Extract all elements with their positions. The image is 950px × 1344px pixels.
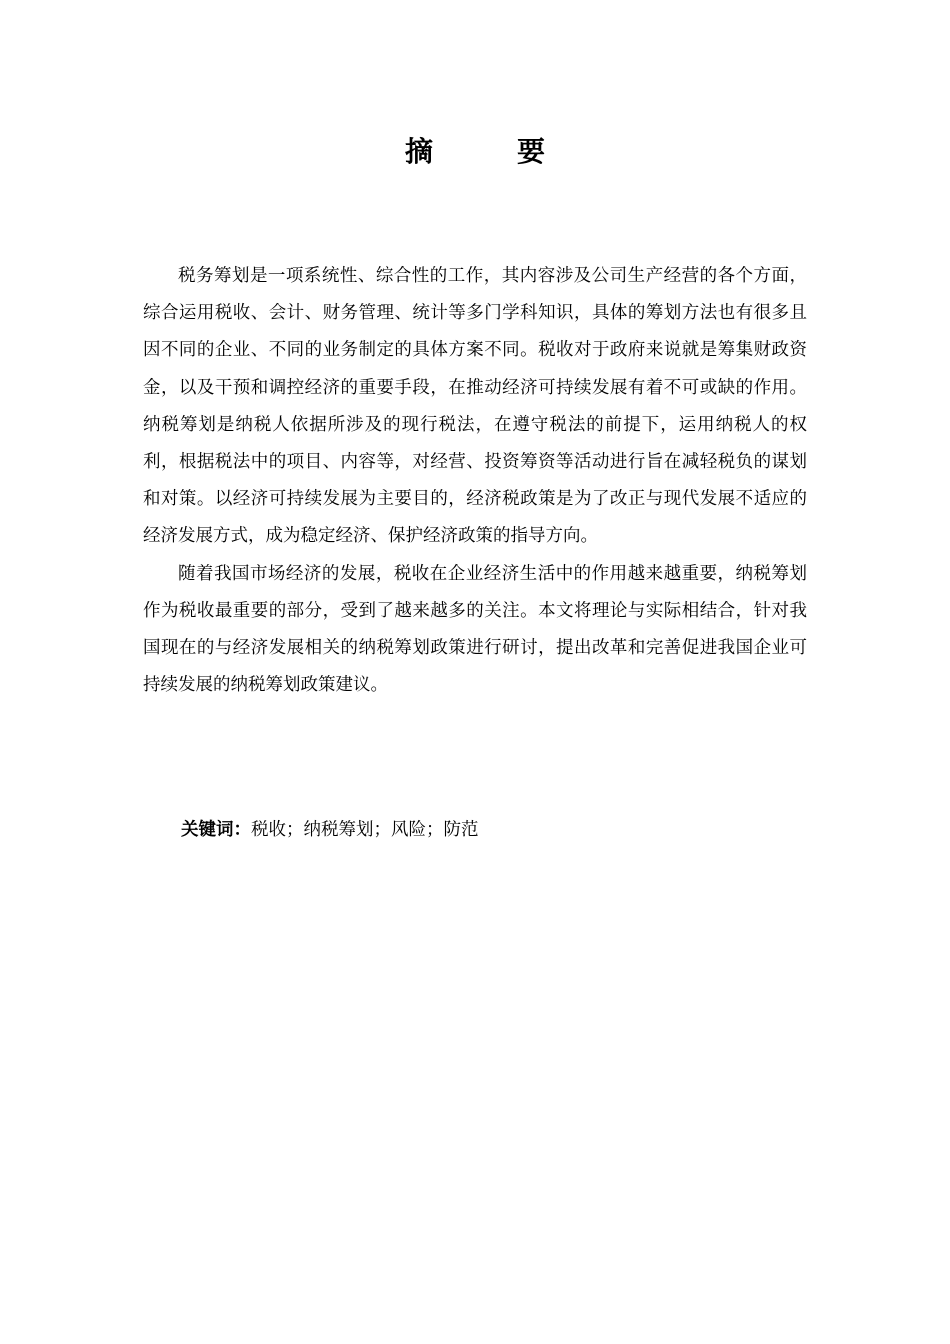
keywords-label: 关键词： — [181, 820, 251, 840]
abstract-paragraph-1: 税务筹划是一项系统性、综合性的工作，其内容涉及公司生产经营的各个方面，综合运用税收、会计、财务管理、统计等多门学科知识，具体的筹划方法也有很多且因不同的企业、不同的业务制定的具体方案不同。税收对于政府来说就是筹集财政资金，以及干预和调控经济的重要手段，在推动经济可持续发展有着不可或缺的作用。纳税筹划是纳税人依据所涉及的现行税法，在遵守税法的前提下，运用纳税人的权利，根据税法中的项目、内容等，对经营、投资筹资等活动进行旨在减轻税负的谋划和对策。以经济可持续发展为主要目的，经济税政策是为了改正与现代发展不适应的经济发展方式，成为稳定经济、保护经济政策的指导方向。 — [143, 266, 807, 547]
keywords-value: 税收；纳税筹划；风险；防范 — [251, 820, 479, 840]
keywords-line — [181, 813, 479, 847]
abstract-title — [0, 130, 950, 174]
abstract-title-char-1: 摘 — [404, 135, 433, 168]
abstract-paragraph-2: 随着我国市场经济的发展，税收在企业经济生活中的作用越来越重要，纳税筹划作为税收最重要的部分，受到了越来越多的关注。本文将理论与实际相结合，针对我国现在的与经济发展相关的纳税筹划政策进行研讨，提出改革和完善促进我国企业可持续发展的纳税筹划政策建议。 — [143, 563, 807, 696]
abstract-body — [143, 258, 807, 704]
abstract-title-char-2: 要 — [517, 135, 546, 168]
